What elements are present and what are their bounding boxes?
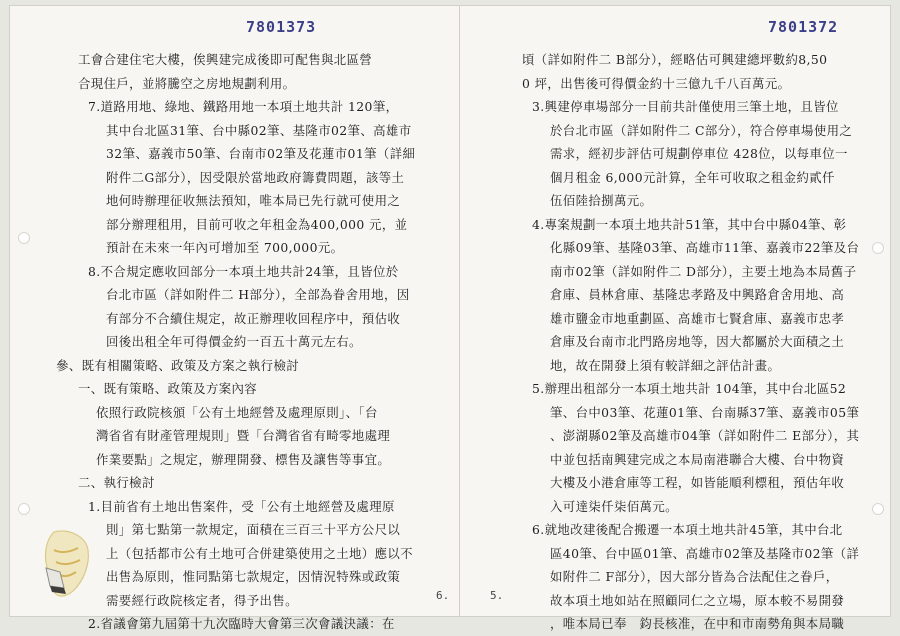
- text-line: 附件二G部分），因受限於當地政府籌費問題，該等土: [106, 169, 405, 185]
- section-heading: [56, 354, 432, 378]
- list-item: [522, 95, 872, 213]
- binding-hole: [18, 232, 30, 244]
- text-line: 地何時辦理征收無法預知，唯本局已先行就可使用之: [106, 193, 401, 208]
- text-line: 合現住戶，並將騰空之房地規劃利用。: [78, 75, 296, 91]
- list-item: [522, 377, 872, 518]
- list-item: [522, 213, 872, 378]
- text-line: 32筆、嘉義市50筆、台南市02筆及花蓮市01筆（詳細: [106, 146, 416, 161]
- text-line: 7.道路用地、綠地、鐵路用地一本項土地共計 120筆，: [88, 99, 399, 114]
- text-line: 雄市鹽金市地重劃區、高雄市七賢倉庫、嘉義市忠孝: [550, 310, 845, 326]
- emblem-logo-icon: [40, 528, 96, 600]
- text-line: 倉庫及台南市北門路房地等，因大都屬於大面積之土: [550, 334, 845, 349]
- text-line: 0 坪，出售後可得價金約十三億九千八百萬元。: [522, 75, 791, 91]
- continued-paragraph: [78, 48, 432, 95]
- text-line: 一、既有策略、政策及方案內容: [78, 381, 258, 396]
- text-line: 2.省議會第九屆第十九次臨時大會第三次會議決議：在: [88, 616, 395, 631]
- text-line: 南市02筆（詳如附件二 D部分），主要土地為本局舊子: [550, 263, 857, 279]
- text-line: 中並包括南興建完成之本局南港聯合大樓、台中物資: [550, 451, 845, 467]
- text-line: 如附件二 F部分），因大部分皆為合法配住之眷戶，: [550, 569, 839, 584]
- subsection-heading: [78, 377, 432, 401]
- text-line: 大樓及小港倉庫等工程，如皆能順利標租，預估年收: [550, 475, 845, 490]
- text-line: 入可達柒仟柒佰萬元。: [550, 498, 678, 514]
- page-number: 5.: [490, 589, 504, 602]
- text-line: 部分辦理租用，目前可收之年租金為400,000 元，並: [106, 216, 408, 232]
- document-id-stamp: 7801373: [246, 18, 317, 36]
- left-page: [10, 6, 459, 631]
- text-line: 4.專案規劃一本項土地共計51筆，其中台中縣04筆、彰: [532, 216, 847, 232]
- text-line: 地，故在開發上須有較詳細之評估計畫。: [550, 357, 781, 373]
- list-item: [78, 612, 432, 636]
- paragraph: [78, 401, 432, 472]
- right-page-text: [522, 48, 872, 636]
- binding-hole: [872, 242, 884, 254]
- text-line: 預計在未來一年內可增加至 700,000元。: [106, 240, 344, 255]
- text-line: 倉庫、員林倉庫、基隆忠孝路及中興路倉舍用地、高: [550, 287, 845, 302]
- text-line: 有部分不合續住規定，故正辦理收回程序中，預估收: [106, 310, 401, 326]
- text-line: 台北市區（詳如附件二 H部分），全部為眷舍用地，因: [106, 287, 410, 302]
- list-item: [78, 495, 432, 613]
- list-item: [522, 518, 872, 636]
- text-line: 灣省省有財產管理規則」暨「台灣省省有畸零地處理: [96, 428, 391, 443]
- text-line: 需求，經初步評估可規劃停車位 428位，以每車位一: [550, 146, 848, 161]
- text-line: ，唯本局已奉 鈞長核准，在中和市南勢角與本局職: [550, 616, 845, 631]
- text-line: 8.不合規定應收回部分一本項土地共計24筆，且皆位於: [88, 263, 399, 279]
- binding-hole: [18, 503, 30, 515]
- page-number: 6.: [436, 589, 450, 602]
- text-line: 頃（詳如附件二 B部分），經略估可興建總坪數約8,50: [522, 52, 828, 67]
- right-page: [460, 6, 890, 631]
- text-line: 6.就地改建後配合搬遷一本項土地共計45筆，其中台北: [532, 522, 843, 537]
- text-line: 筆、台中03筆、花蓮01筆、台南縣37筆、嘉義市05筆: [550, 404, 860, 420]
- subsection-heading: [78, 471, 432, 495]
- text-line: 區40筆、台中區01筆、高雄市02筆及基隆市02筆（詳: [550, 545, 860, 561]
- text-line: 出售為原則，惟同點第七款規定，因情況特殊或政策: [106, 569, 401, 584]
- text-line: 工會合建住宅大樓，俟興建完成後即可配售與北區營: [78, 52, 373, 67]
- text-line: 參、既有相關策略、政策及方案之執行檢討: [56, 357, 300, 373]
- text-line: 依照行政院核頒「公有土地經營及處理原則」、「台: [96, 404, 378, 420]
- text-line: 二、執行檢討: [78, 475, 155, 490]
- text-line: 於台北市區（詳如附件二 C部分），符合停車場使用之: [550, 122, 853, 138]
- text-line: 其中台北區31筆、台中縣02筆、基隆市02筆、高雄市: [106, 122, 412, 138]
- text-line: 故本項土地如站在照顧同仁之立場，原本較不易開發: [550, 592, 845, 608]
- text-line: 3.興建停車場部分一目前共計僅使用三筆土地，且皆位: [532, 99, 839, 114]
- document-id-stamp: 7801372: [768, 18, 839, 36]
- text-line: 回後出租全年可得價金約一百五十萬元左右。: [106, 334, 362, 349]
- text-line: 、澎湖縣02筆及高雄市04筆（詳如附件二 E部分），其: [550, 428, 860, 443]
- text-line: 1.目前省有土地出售案件，受「公有土地經營及處理原: [88, 498, 395, 514]
- text-line: 伍佰陸拾捌萬元。: [550, 193, 653, 208]
- text-line: 作業要點」之規定，辦理開發、標售及讓售等事宜。: [96, 451, 391, 467]
- text-line: 5.辦理出租部分一本項土地共計 104筆，其中台北區52: [532, 381, 847, 396]
- left-page-text: [56, 48, 432, 636]
- text-line: 化縣09筆、基隆03筆、高雄市11筆、嘉義市22筆及台: [550, 240, 860, 255]
- list-item: [78, 260, 432, 354]
- document-spread: [10, 6, 890, 631]
- continued-paragraph: [522, 48, 872, 95]
- list-item: [78, 95, 432, 260]
- text-line: 上（包括都市公有土地可合併建築使用之土地）應以不: [106, 545, 413, 561]
- text-line: 則」第七點第一款規定，面積在三百三十平方公尺以: [106, 522, 401, 537]
- text-line: 需要經行政院核定者，得予出售。: [106, 592, 298, 608]
- text-line: 個月租金 6,000元計算，全年可收取之租金約貳仟: [550, 169, 835, 185]
- binding-hole: [872, 503, 884, 515]
